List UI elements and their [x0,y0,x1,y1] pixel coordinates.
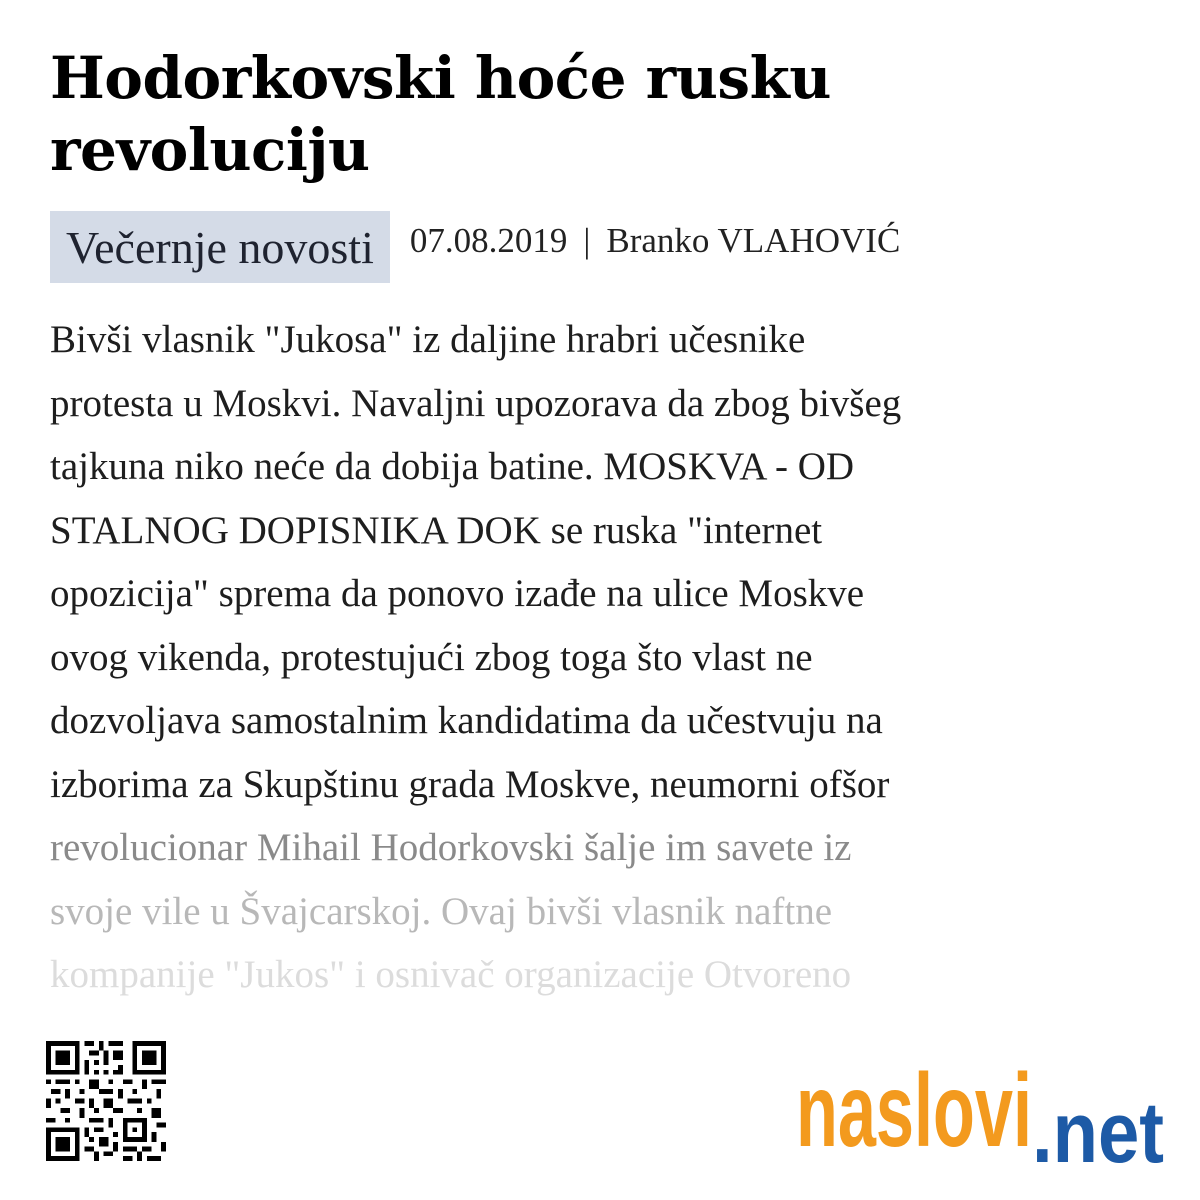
qr-code-icon [46,1038,166,1164]
logo-part-net: .net [1032,1085,1164,1170]
body-line: kompanije "Jukos" i osnivač organizacije Otvoreno [50,953,852,996]
body-line: svoje vile u Švajcarskoj. Ovaj bivši vlasnik naftne [50,889,833,933]
body-line: ovog vikenda, protestujući zbog toga što vlast ne [50,635,813,679]
body-line: izborima za Skupštinu grada Moskve, neumorni ofšor [50,762,890,806]
byline [410,221,900,261]
article-author: Branko VLAHOVIĆ [606,221,901,260]
article-date: 07.08.2019 [409,221,568,260]
body-line: STALNOG DOPISNIKA DOK se ruska "internet [50,508,823,552]
article-meta [50,211,900,283]
body-line: revolucionar Mihail Hodorkovski šalje im savete iz [50,826,852,869]
body-line: dozvoljava samostalnim kandidatima da učestvuju na [50,699,883,742]
body-line: tajkuna niko neće da dobija batine. MOSKVA - OD [50,445,855,488]
body-line: protesta u Moskvi. Navaljni upozorava da zbog bivšeg [50,381,902,425]
naslovi-net-logo [796,1050,1166,1170]
article-body [50,308,1160,1007]
byline-separator: | [583,221,591,260]
article-title: Hodorkovski hoće rusku revoluciju [50,44,831,184]
source-badge: Večernje novosti [50,211,390,283]
body-line: Bivši vlasnik "Jukosa" iz daljine hrabri učesnike [50,318,806,361]
logo-part-naslovi: naslovi [796,1053,1032,1169]
body-line: opozicija" sprema da ponovo izađe na ulice Moskve [50,572,865,615]
